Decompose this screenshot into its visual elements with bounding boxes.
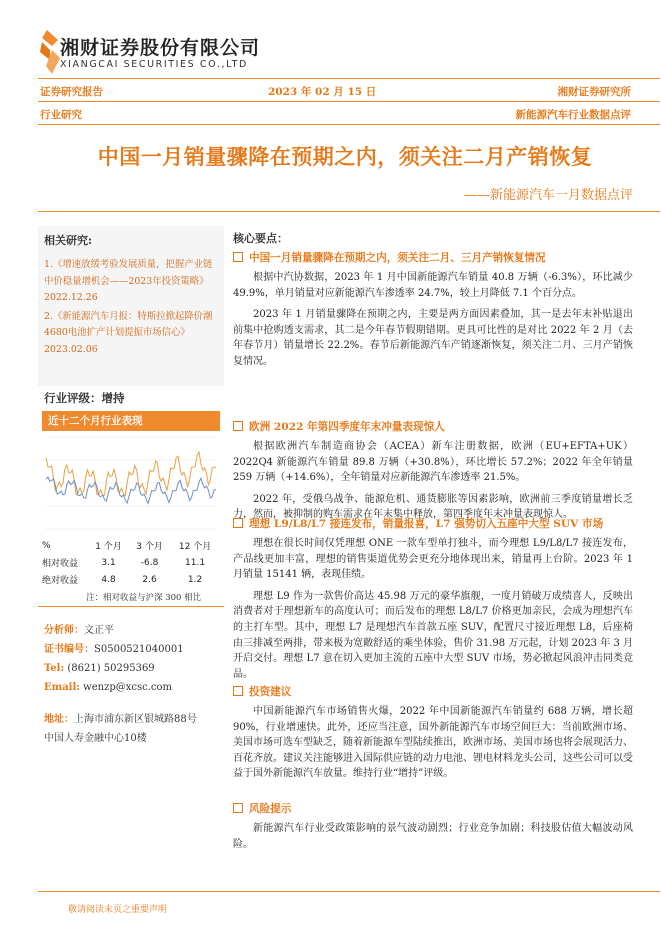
perf-row-label: 相对收益	[42, 559, 79, 569]
perf-row-absolute	[42, 571, 220, 588]
company-logo-icon	[38, 30, 60, 74]
section-paragraph: 中国新能源汽车市场销售火爆，2022 年中国新能源汽车销量约 688 万辆，增长超 90%，行业增速快。此外，还应当注意，国外新能源汽车市场空间巨大：当前欧洲市场、美国市场可选车型缺乏，随着新能源车型陆续推出，欧洲市场、美国市场也将会展现活力、百花齐放。建议关注能够进入国际供应链的动力电池、锂电材料龙头公司，这些公司可以受益于国外新能源汽车放量。维持行业“增持”评级。	[233, 706, 633, 780]
footer-disclaimer[interactable]: 敬请阅读末页之重要声明	[68, 905, 168, 915]
section-2	[233, 419, 633, 523]
page-title: 中国一月销量骤降在预期之内，须关注二月产销恢复	[97, 145, 593, 169]
section-4	[233, 684, 633, 782]
section-paragraph: 根据中汽协数据，2023 年 1 月中国新能源汽车销量 40.8 万辆（-6.3%），环比减少 49.9%，单月销量对应新能源汽车渗透率 24.7%，较上月降低 7.1 个百分点。	[233, 272, 633, 299]
perf-row-label: 绝对收益	[42, 576, 79, 586]
tel-number: (8621) 50295369	[67, 663, 155, 674]
header-rule-bottom	[38, 124, 660, 125]
header-rule-mid	[38, 101, 660, 102]
perf-cell: 4.8	[101, 574, 116, 585]
email-label: Email:	[44, 682, 80, 693]
cert-label: 证书编号：	[44, 644, 94, 655]
institute: 湘财证券研究所	[557, 86, 631, 98]
analyst-line	[44, 621, 114, 641]
industry-rating: 行业评级：增持	[44, 391, 125, 405]
industry-performance-chart	[42, 433, 220, 533]
section-paragraph: 根据欧洲汽车制造商协会（ACEA）新车注册数据，欧洲（EU+EFTA+UK）2022Q4 新能源汽车销量 89.8 万辆（+30.8%），环比增长 57.2%；2022 年全年销量 259 万辆（+14.6%），全年销量对应新能源汽车渗透率 21.5%。	[233, 441, 633, 484]
section-paragraph: 2023 年 1 月销量骤降在预期之内，主要是两方面因素叠加，其一是去年末补贴退出前集中抢购透支需求，其二是今年春节假期错期。更具可比性的是对比 2022 年 2 月（去年春节月）销量增长 22.2%。春节后新能源汽车产销逐渐恢复，须关注二月、三月产销恢复情况。	[233, 309, 633, 367]
email-line	[44, 678, 172, 698]
section-heading: 中国一月销量骤降在预期之内，须关注二月、三月产销恢复情况	[233, 250, 633, 265]
perf-cell: 2.6	[142, 574, 157, 585]
related-item-2[interactable]: 2.《新能源汽车月报：特斯拉掀起降价潮 4680电池扩产计划提振市场信心》 2023.02.06	[44, 310, 213, 355]
perf-cell: -6.8	[140, 557, 159, 568]
tel-label: Tel:	[44, 663, 65, 674]
section-3	[233, 516, 633, 682]
section-heading: 投资建议	[233, 684, 633, 699]
header-rule-top	[38, 78, 660, 79]
section-heading: 欧洲 2022 年第四季度年末冲量表现惊人	[233, 419, 633, 434]
report-date: 2023 年 02 月 15 日	[268, 86, 377, 98]
cert-number: S0500521040001	[94, 644, 184, 655]
performance-table	[42, 537, 220, 588]
address-block	[44, 710, 197, 748]
index-series-line	[46, 477, 216, 503]
section-paragraph: 2022 年，受俄乌战争、能源危机、通货膨胀等因素影响，欧洲前三季度销量增长乏力，然而，被抑制的购车需求在年末集中释放，第四季度年末冲量表现惊人。	[233, 493, 633, 521]
perf-header-1m: 1 个月	[95, 542, 122, 552]
tel-line	[44, 659, 155, 679]
section-5	[233, 801, 633, 852]
section-paragraph: 理想在很长时间仅凭理想 ONE 一款车型单打独斗，而今理想 L9/L8/L7 接连发布，产品线更加丰富，理想的销售渠道优势会更充分地体现出来，销量再上台阶。2023 年 1 月销量 15141 辆，表现佳绩。	[233, 538, 633, 581]
perf-cell: 3.1	[101, 557, 116, 568]
report-topic: 新能源汽车行业数据点评	[515, 109, 631, 121]
related-title: 相关研究:	[44, 234, 93, 247]
analyst-name: 文正平	[84, 625, 114, 636]
key-points-title: 核心要点：	[233, 232, 288, 245]
address-line-2: 中国人寿金融中心10楼	[44, 733, 147, 744]
section-heading: 风险提示	[233, 801, 633, 816]
section-heading: 理想 L9/L8/L7 接连发布，销量报喜，L7 强势切入五座中大型 SUV 市场	[233, 516, 633, 531]
address-line-1: 上海市浦东新区银城路88号	[74, 714, 197, 725]
analyst-label: 分析师：	[44, 625, 84, 636]
perf-header-12m: 12 个月	[178, 542, 212, 552]
company-name-en: XIANGCAI SECURITIES CO.,LTD	[60, 59, 248, 70]
footer-rule	[38, 891, 660, 892]
perf-cell: 1.2	[187, 574, 203, 585]
page-subtitle: ——新能源汽车一月数据点评	[463, 188, 633, 203]
report-type: 证券研究报告	[40, 86, 103, 98]
chart-title: 近十二个月行业表现	[42, 411, 220, 431]
related-list	[44, 257, 216, 361]
perf-header-unit: %	[42, 540, 51, 551]
perf-note: 注：相对收益与沪深 300 相比	[86, 593, 202, 603]
perf-header-3m: 3 个月	[136, 542, 163, 552]
related-item-1[interactable]: 1.《增速放缓考验发展质量，把握产业链中价稳量增机会——2023年投资策略》 2022.12.26	[44, 259, 213, 304]
title-rule	[38, 211, 660, 212]
section-paragraph: 新能源汽车行业受政策影响的景气波动剧烈；行业竞争加剧；科技股估值大幅波动风险。	[233, 823, 633, 850]
email-address[interactable]: wenzp@xcsc.com	[83, 682, 173, 693]
address-label: 地址：	[44, 714, 74, 725]
report-category: 行业研究	[40, 109, 82, 121]
perf-header-row	[42, 537, 220, 554]
section-paragraph: 理想 L9 作为一款售价高达 45.98 万元的豪华旗舰，一度月销破万成绩喜人，反映出消费者对于理想新车的高度认可；而后发布的理想 L8/L7 价格更加亲民，会成为理想汽车的主打车型。其中，理想 L7 是理想汽车首款五座 SUV，配置尺寸接近理想 L8，后座椅由三排减至两排，带来极为宽敞舒适的乘坐体验，售价 31.98 万元起，计划 2023 年 3 月开启交付。理想 L7 意在切入更加主流的五座中大型 SUV 市场，势必掀起风浪冲击同类竞品。	[233, 590, 633, 680]
perf-row-relative	[42, 554, 220, 571]
section-1	[233, 250, 633, 370]
perf-cell: 11.1	[185, 557, 206, 568]
cert-line	[44, 640, 184, 660]
company-name-cn: 湘财证券股份有限公司	[60, 37, 261, 59]
sidebar-rule	[38, 606, 224, 607]
